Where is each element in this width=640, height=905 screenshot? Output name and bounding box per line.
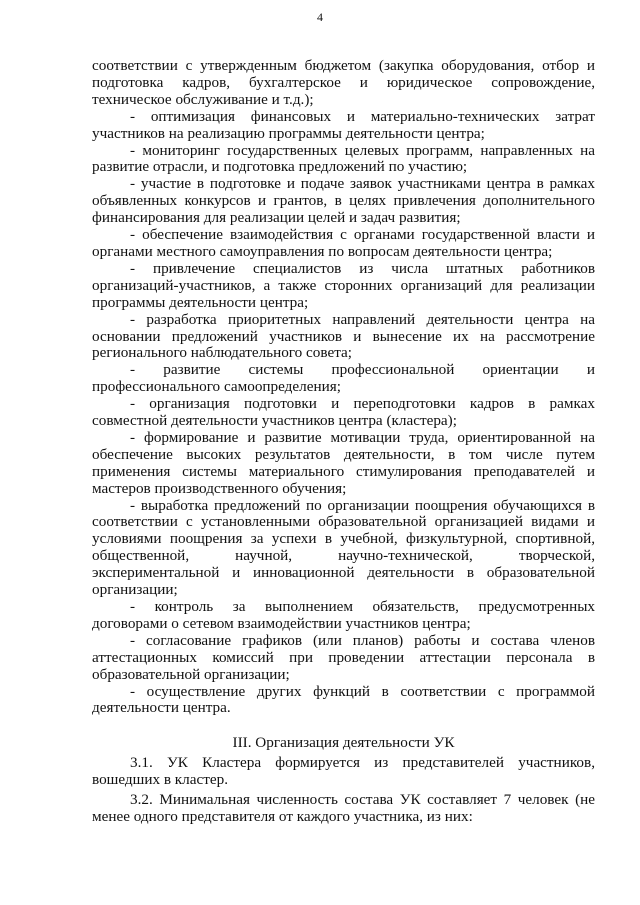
list-item: - выработка предложений по организации поощрения обучающихся в соответствии с установленными образовательной организацией видами и условиями поощрения за успехи в учебной, физкультурной, спортивной, общественной, научной, научно-технической, творческой, экспериментальной и инновационной деятельности в образовательной организации; <box>92 496 595 599</box>
list-item: - оптимизация финансовых и материально-технических затрат участников на реализацию программы деятельности центра; <box>92 107 595 142</box>
list-item: - контроль за выполнением обязательств, предусмотренных договорами о сетевом взаимодействии участников центра; <box>92 598 595 632</box>
section-heading: III. Организация деятельности УК <box>232 734 455 752</box>
numbered-paragraph: 3.1. УК Кластера формируется из представителей участников, вошедших в кластер. <box>92 754 595 789</box>
list-item: - привлечение специалистов из числа штатных работников организаций-участников, а также сторонних организаций для реализации программы деятельности центра; <box>92 259 595 311</box>
list-item: - участие в подготовке и подаче заявок участниками центра в рамках объявленных конкурсов и грантов, в целях привлечения дополнительного финансирования для реализации целей и задач развития; <box>92 175 595 227</box>
list-item: - организация подготовки и переподготовки кадров в рамках совместной деятельности участников центра (кластера); <box>92 395 595 430</box>
list-item: - согласование графиков (или планов) работы и состава членов аттестационных комиссий при проведении аттестации персонала в образовательной организации; <box>92 631 595 683</box>
list-item: - обеспечение взаимодействия с органами государственной власти и органами местного самоуправления по вопросам деятельности центра; <box>92 226 595 260</box>
list-item: - осуществление других функций в соответствии с программой деятельности центра. <box>92 682 595 717</box>
intro-continuation: соответствии с утвержденным бюджетом (закупка оборудования, отбор и подготовка кадров, бухгалтерское и юридическое сопровождение, техническое обслуживание и т.д.); <box>92 57 595 108</box>
numbered-paragraph: 3.2. Минимальная численность состава УК составляет 7 человек (не менее одного представителя от каждого участника, из них: <box>92 791 595 825</box>
list-item: - мониторинг государственных целевых программ, направленных на развитие отрасли, и подготовка предложений по участию; <box>92 141 595 176</box>
document-body <box>92 58 595 826</box>
list-item: - формирование и развитие мотивации труда, ориентированной на обеспечение высоких результатов деятельности, в том числе путем применения системы материального стимулирования преподавателей и мастеров производственного обучения; <box>92 428 595 497</box>
list-item: - разработка приоритетных направлений деятельности центра на основании предложений участников и вынесение их на рассмотрение регионального наблюдательного совета; <box>92 310 595 362</box>
functions-list <box>92 109 595 718</box>
page-number: 4 <box>317 10 323 24</box>
list-item: - развитие системы профессиональной ориентации и профессионального самоопределения; <box>92 361 595 396</box>
